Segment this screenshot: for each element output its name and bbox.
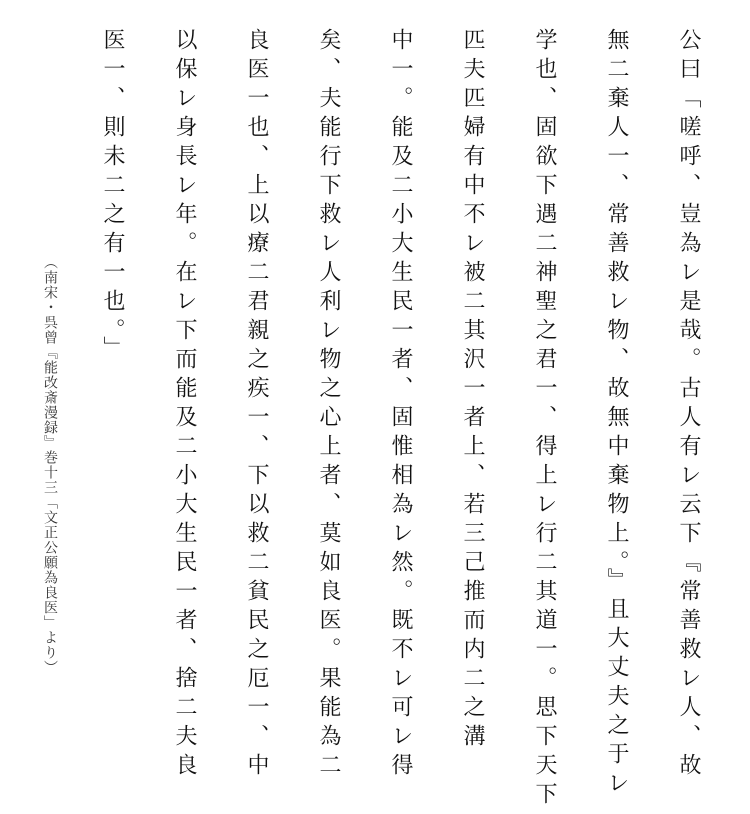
text-column-5: 中一。能及二小大生民一者、固惟相為レ然。既不レ可レ得 bbox=[388, 28, 413, 782]
text-column-2: 無二棄人一、常善救レ物、故無中棄物上。』且大丈夫之于レ bbox=[604, 28, 629, 800]
source-citation: （南宋・呉曾『能改斎漫録』巻十三「文正公願為良医」より） bbox=[42, 255, 58, 675]
text-column-8: 以保レ身長レ年。在レ下而能及二小大生民一者、捨二夫良 bbox=[172, 28, 197, 782]
text-column-7: 良医一也、上以療二君親之疾一、下以救二貧民之厄一、中 bbox=[244, 28, 269, 782]
text-column-4: 匹夫匹婦有中不レ被二其沢一者上、若三己推而内二之溝 bbox=[460, 28, 485, 753]
text-column-1: 公曰「嗟呼、豈為レ是哉。古人有レ云下『常善救レ人、故 bbox=[676, 28, 701, 782]
text-column-6: 矣、夫能行下救レ人利レ物之心上者、莫如良医。果能為二 bbox=[316, 28, 341, 782]
text-column-9: 医一、則未二之有一也。」 bbox=[100, 28, 125, 365]
text-column-3: 学也、固欲下遇二神聖之君一、得上レ行二其道一。思下天下 bbox=[532, 28, 557, 811]
